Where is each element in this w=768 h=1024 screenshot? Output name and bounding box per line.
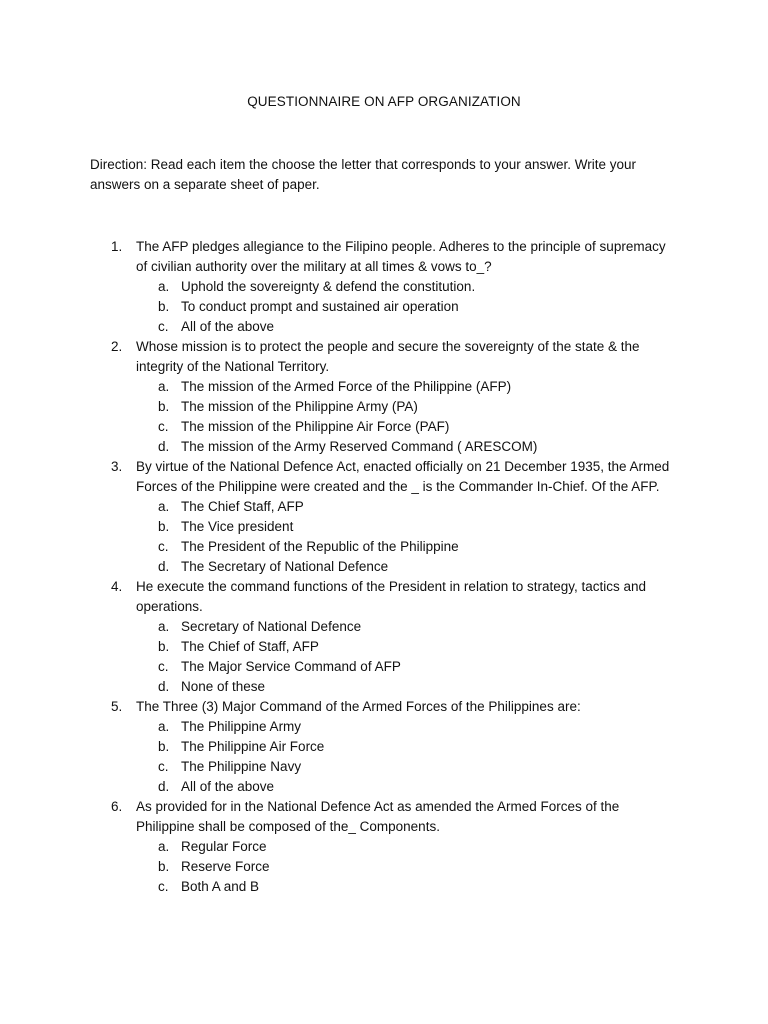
answer-options bbox=[136, 277, 672, 337]
question-number: 6. bbox=[111, 799, 123, 814]
question-text: As provided for in the National Defence Act as amended the Armed Forces of the Philippine shall be composed of the_ Components. bbox=[136, 799, 620, 834]
option-text: Regular Force bbox=[181, 839, 267, 854]
option-text: The President of the Republic of the Philippine bbox=[181, 539, 459, 554]
option-letter: a. bbox=[158, 839, 170, 854]
option-text: The mission of the Philippine Army (PA) bbox=[181, 399, 418, 414]
question-number: 4. bbox=[111, 579, 123, 594]
answer-option bbox=[136, 317, 672, 337]
question-number: 1. bbox=[111, 239, 123, 254]
answer-option bbox=[136, 297, 672, 317]
answer-option bbox=[136, 537, 672, 557]
answer-option bbox=[136, 877, 672, 897]
option-text: Uphold the sovereignty & defend the constitution. bbox=[181, 279, 476, 294]
option-text: The Secretary of National Defence bbox=[181, 559, 389, 574]
option-letter: c. bbox=[158, 539, 169, 554]
option-text: The Philippine Navy bbox=[181, 759, 302, 774]
option-text: Secretary of National Defence bbox=[181, 619, 362, 634]
option-letter: c. bbox=[158, 879, 169, 894]
question-text: The AFP pledges allegiance to the Filipino people. Adheres to the principle of supremacy of civilian authority over the military at all times & vows to_? bbox=[136, 239, 666, 274]
option-letter: d. bbox=[158, 779, 170, 794]
answer-options bbox=[136, 837, 672, 897]
question-text: He execute the command functions of the President in relation to strategy, tactics and operations. bbox=[136, 579, 647, 614]
answer-option bbox=[136, 517, 672, 537]
question-number: 3. bbox=[111, 459, 123, 474]
answer-option bbox=[136, 837, 672, 857]
option-letter: c. bbox=[158, 659, 169, 674]
option-text: Both A and B bbox=[181, 879, 260, 894]
option-text: To conduct prompt and sustained air operation bbox=[181, 299, 459, 314]
question-number: 5. bbox=[111, 699, 123, 714]
option-text: The Chief Staff, AFP bbox=[181, 499, 304, 514]
option-letter: a. bbox=[158, 379, 170, 394]
question-item bbox=[0, 457, 768, 577]
question-text: Whose mission is to protect the people and secure the sovereignty of the state & the integrity of the National Territory. bbox=[136, 339, 640, 374]
option-text: The mission of the Armed Force of the Philippine (AFP) bbox=[181, 379, 512, 394]
option-letter: c. bbox=[158, 319, 169, 334]
question-text: The Three (3) Major Command of the Armed Forces of the Philippines are: bbox=[136, 699, 581, 714]
question-item bbox=[0, 697, 768, 797]
option-letter: a. bbox=[158, 499, 170, 514]
option-letter: a. bbox=[158, 279, 170, 294]
option-text: The Philippine Air Force bbox=[181, 739, 325, 754]
answer-options bbox=[136, 717, 672, 797]
answer-option bbox=[136, 617, 672, 637]
question-item bbox=[0, 797, 768, 897]
option-letter: a. bbox=[158, 619, 170, 634]
question-number: 2. bbox=[111, 339, 123, 354]
answer-option bbox=[136, 437, 672, 457]
option-text: All of the above bbox=[181, 319, 275, 334]
answer-option bbox=[136, 717, 672, 737]
answer-options bbox=[136, 617, 672, 697]
option-text: The Chief of Staff, AFP bbox=[181, 639, 319, 654]
option-text: The Vice president bbox=[181, 519, 294, 534]
option-text: None of these bbox=[181, 679, 266, 694]
direction-text: Direction: Read each item the choose the letter that corresponds to your answer. Write your answers on a separate sheet of paper. bbox=[90, 157, 637, 192]
option-letter: b. bbox=[158, 639, 170, 654]
answer-option bbox=[136, 557, 672, 577]
question-item bbox=[0, 237, 768, 337]
option-letter: b. bbox=[158, 399, 170, 414]
question-list bbox=[0, 237, 768, 897]
option-letter: b. bbox=[158, 299, 170, 314]
option-letter: d. bbox=[158, 679, 170, 694]
option-text: The Major Service Command of AFP bbox=[181, 659, 401, 674]
answer-option bbox=[136, 277, 672, 297]
answer-option bbox=[136, 637, 672, 657]
question-item bbox=[0, 337, 768, 457]
option-letter: b. bbox=[158, 739, 170, 754]
option-text: The Philippine Army bbox=[181, 719, 302, 734]
option-letter: d. bbox=[158, 439, 170, 454]
answer-option bbox=[136, 677, 672, 697]
document-title: QUESTIONNAIRE ON AFP ORGANIZATION bbox=[247, 94, 521, 109]
answer-option bbox=[136, 377, 672, 397]
answer-option bbox=[136, 497, 672, 517]
answer-option bbox=[136, 737, 672, 757]
answer-option bbox=[136, 397, 672, 417]
answer-option bbox=[136, 777, 672, 797]
option-text: Reserve Force bbox=[181, 859, 270, 874]
option-text: The mission of the Philippine Air Force (PAF) bbox=[181, 419, 450, 434]
answer-options bbox=[136, 377, 672, 457]
question-item bbox=[0, 577, 768, 697]
option-letter: b. bbox=[158, 859, 170, 874]
option-letter: a. bbox=[158, 719, 170, 734]
option-letter: d. bbox=[158, 559, 170, 574]
answer-option bbox=[136, 657, 672, 677]
answer-option bbox=[136, 857, 672, 877]
option-letter: b. bbox=[158, 519, 170, 534]
answer-options bbox=[136, 497, 672, 577]
question-text: By virtue of the National Defence Act, enacted officially on 21 December 1935, the Armed Forces of the Philippine were created and the _ is the Commander In-Chief. Of the AFP. bbox=[136, 459, 670, 494]
option-letter: c. bbox=[158, 419, 169, 434]
option-text: The mission of the Army Reserved Command ( ARESCOM) bbox=[181, 439, 538, 454]
option-letter: c. bbox=[158, 759, 169, 774]
answer-option bbox=[136, 417, 672, 437]
answer-option bbox=[136, 757, 672, 777]
option-text: All of the above bbox=[181, 779, 275, 794]
